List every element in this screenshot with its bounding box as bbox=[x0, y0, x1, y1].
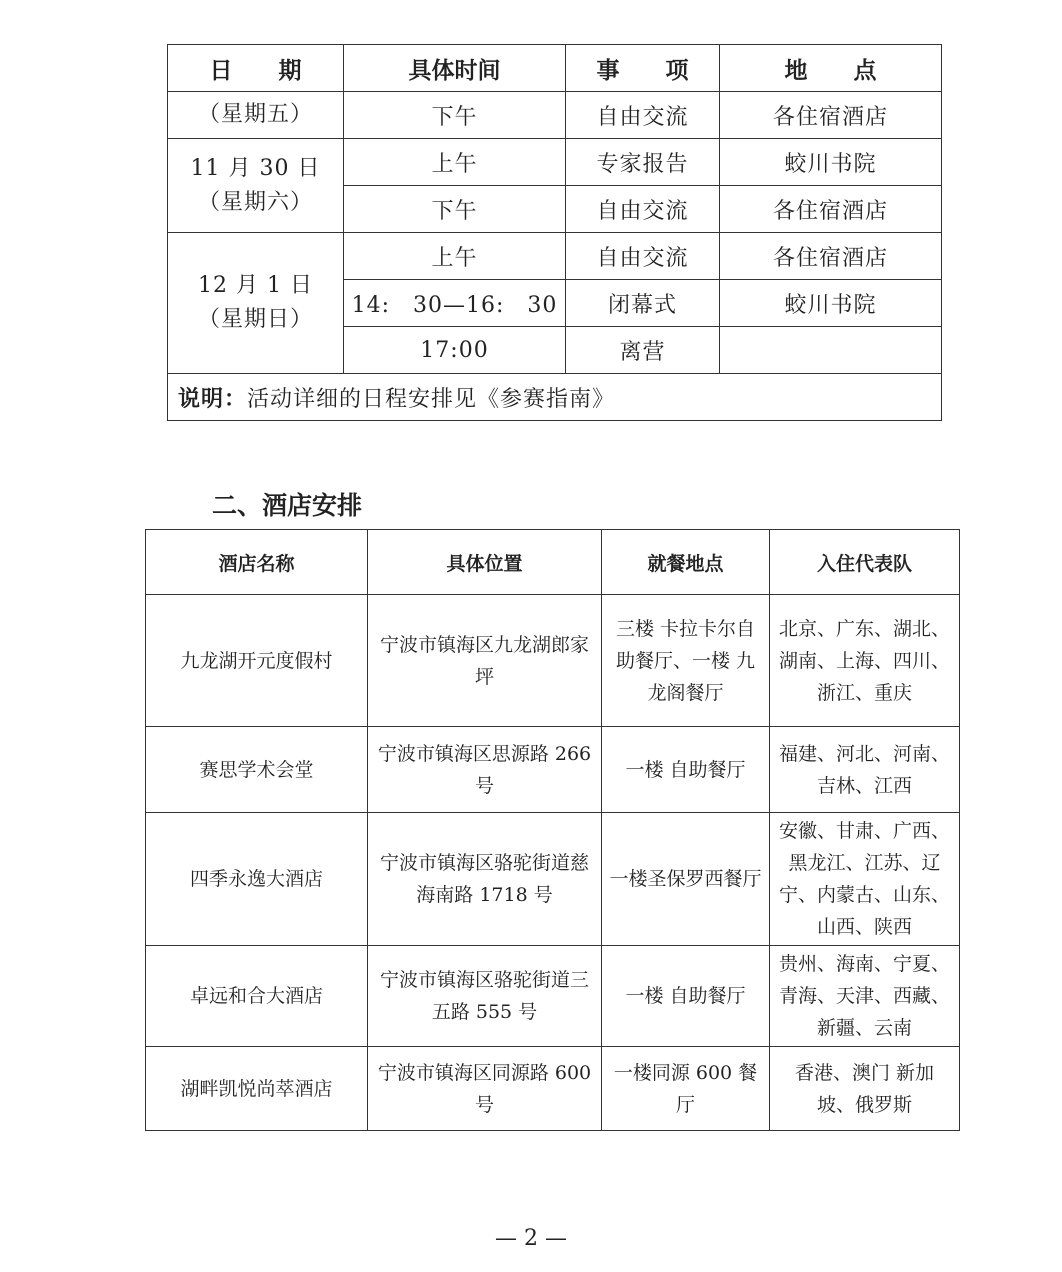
header-dining: 就餐地点 bbox=[602, 530, 770, 595]
table-row bbox=[146, 1047, 960, 1131]
location-cell: 宁波市镇海区骆驼街道慈海南路 1718 号 bbox=[368, 813, 602, 946]
table-row bbox=[146, 813, 960, 946]
weekday-text: （星期日） bbox=[197, 307, 313, 332]
item-cell: 专家报告 bbox=[566, 139, 720, 186]
teams-cell: 安徽、甘肃、广西、黑龙江、江苏、辽宁、内蒙古、山东、山西、陕西 bbox=[770, 813, 960, 946]
header-time: 具体时间 bbox=[344, 45, 566, 92]
date-cell bbox=[168, 233, 344, 374]
header-item: 事 项 bbox=[566, 45, 720, 92]
weekday-text: （星期六） bbox=[197, 189, 313, 215]
item-cell: 自由交流 bbox=[566, 233, 720, 280]
teams-cell: 贵州、海南、宁夏、青海、天津、西藏、新疆、云南 bbox=[770, 946, 960, 1047]
teams-cell: 福建、河北、河南、吉林、江西 bbox=[770, 727, 960, 813]
place-cell: 蛟川书院 bbox=[720, 280, 942, 327]
note-cell bbox=[168, 374, 942, 421]
location-cell: 宁波市镇海区同源路 600 号 bbox=[368, 1047, 602, 1131]
hotel-name-cell: 四季永逸大酒店 bbox=[146, 813, 368, 946]
dining-cell: 一楼 自助餐厅 bbox=[602, 727, 770, 813]
time-cell: 17:00 bbox=[344, 327, 566, 374]
note-row bbox=[168, 374, 942, 421]
item-cell: 离营 bbox=[566, 327, 720, 374]
place-cell: 各住宿酒店 bbox=[720, 92, 942, 139]
time-cell: 下午 bbox=[344, 92, 566, 139]
time-cell: 上午 bbox=[344, 139, 566, 186]
note-label: 说明： bbox=[178, 386, 248, 412]
dining-cell: 一楼 自助餐厅 bbox=[602, 946, 770, 1047]
date-cell: （星期五） bbox=[168, 92, 344, 139]
header-place: 地 点 bbox=[720, 45, 942, 92]
date-text: 11 月 30 日 bbox=[190, 155, 321, 181]
dining-cell: 三楼 卡拉卡尔自助餐厅、一楼 九龙阁餐厅 bbox=[602, 595, 770, 727]
place-cell bbox=[720, 327, 942, 374]
item-cell: 自由交流 bbox=[566, 92, 720, 139]
location-cell: 宁波市镇海区骆驼街道三五路 555 号 bbox=[368, 946, 602, 1047]
location-cell: 宁波市镇海区思源路 266 号 bbox=[368, 727, 602, 813]
section-heading: 二、酒店安排 bbox=[212, 491, 363, 520]
table-row bbox=[168, 233, 942, 280]
date-text: 12 月 1 日 bbox=[198, 273, 313, 298]
note-text: 活动详细的日程安排见《参赛指南》 bbox=[247, 386, 616, 412]
location-cell: 宁波市镇海区九龙湖郎家坪 bbox=[368, 595, 602, 727]
place-cell: 蛟川书院 bbox=[720, 139, 942, 186]
header-location: 具体位置 bbox=[368, 530, 602, 595]
table-row bbox=[146, 595, 960, 727]
date-cell bbox=[168, 139, 344, 233]
header-date: 日 期 bbox=[168, 45, 344, 92]
hotel-header-row bbox=[146, 530, 960, 595]
table-row bbox=[168, 92, 942, 139]
header-hotel-name: 酒店名称 bbox=[146, 530, 368, 595]
dining-cell: 一楼同源 600 餐厅 bbox=[602, 1047, 770, 1131]
schedule-table bbox=[167, 44, 942, 421]
hotel-name-cell: 赛思学术会堂 bbox=[146, 727, 368, 813]
hotel-table bbox=[145, 529, 960, 1131]
hotel-name-cell: 九龙湖开元度假村 bbox=[146, 595, 368, 727]
hotel-name-cell: 湖畔凯悦尚萃酒店 bbox=[146, 1047, 368, 1131]
hotel-name-cell: 卓远和合大酒店 bbox=[146, 946, 368, 1047]
page-number: — 2 — bbox=[495, 1226, 567, 1251]
table-row bbox=[146, 946, 960, 1047]
time-cell: 14: 30—16: 30 bbox=[344, 280, 566, 327]
item-cell: 自由交流 bbox=[566, 186, 720, 233]
time-cell: 下午 bbox=[344, 186, 566, 233]
item-cell: 闭幕式 bbox=[566, 280, 720, 327]
time-cell: 上午 bbox=[344, 233, 566, 280]
table-row bbox=[168, 139, 942, 186]
teams-cell: 香港、澳门 新加坡、俄罗斯 bbox=[770, 1047, 960, 1131]
schedule-header-row bbox=[168, 45, 942, 92]
table-row bbox=[146, 727, 960, 813]
header-teams: 入住代表队 bbox=[770, 530, 960, 595]
place-cell: 各住宿酒店 bbox=[720, 233, 942, 280]
dining-cell: 一楼圣保罗西餐厅 bbox=[602, 813, 770, 946]
teams-cell: 北京、广东、湖北、湖南、上海、四川、浙江、重庆 bbox=[770, 595, 960, 727]
place-cell: 各住宿酒店 bbox=[720, 186, 942, 233]
